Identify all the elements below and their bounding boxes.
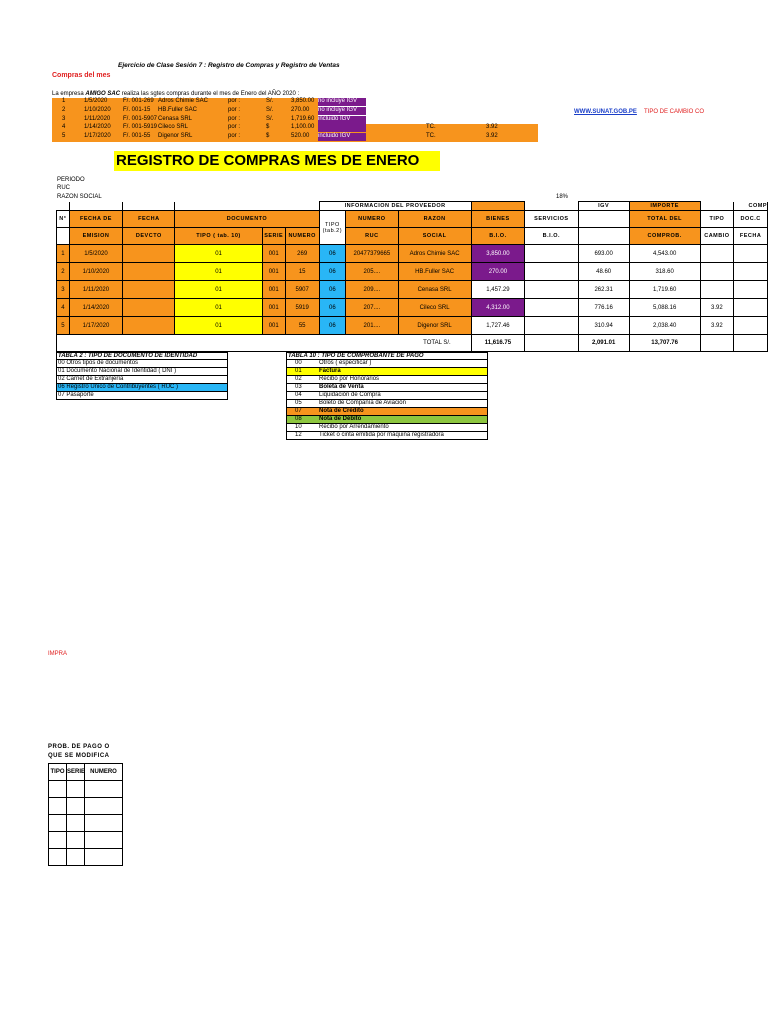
tabla10-code: 02 bbox=[295, 376, 302, 382]
purchase-currency: $ bbox=[266, 133, 270, 140]
tabla10-label: Nota de Crédito bbox=[319, 408, 364, 414]
row-fecha: 1/17/2020 bbox=[69, 317, 122, 335]
row-serie: 001 bbox=[262, 281, 285, 299]
exercise-title: Ejercicio de Clase Sesión 7 : Registro de Compras y Registro de Ventas bbox=[118, 62, 340, 69]
tabla10-row bbox=[287, 416, 487, 424]
row-number: 1 bbox=[57, 245, 70, 263]
tabla10-code: 00 bbox=[295, 360, 302, 366]
row-servicios bbox=[525, 263, 578, 281]
devcto-header: DEVCTO bbox=[123, 228, 175, 245]
sunat-link[interactable]: WWW.SUNAT.GOB.PE bbox=[574, 109, 637, 115]
row-serie: 001 bbox=[262, 245, 285, 263]
purchase-number: 4 bbox=[62, 124, 66, 131]
razon-header: RAZON bbox=[398, 211, 471, 228]
row-ruc: 20477379665 bbox=[346, 245, 398, 263]
purchase-doc: F/. 001-55 bbox=[123, 133, 151, 140]
comp-box bbox=[48, 744, 123, 866]
purchase-doc: F/. 001-5919 bbox=[123, 124, 158, 131]
purchase-tc-label: TC. bbox=[426, 124, 436, 131]
social-header: SOCIAL bbox=[398, 228, 471, 245]
row-tipo-cambio: 3.92 bbox=[700, 299, 734, 317]
row-tipo-doc: 06 bbox=[319, 299, 346, 317]
purchase-tc: 3.92 bbox=[486, 133, 498, 140]
row-razon: Cileco SRL bbox=[398, 299, 471, 317]
row-number: 3 bbox=[57, 281, 70, 299]
purchase-number: 3 bbox=[62, 115, 66, 122]
tabla10-label: Liquidación de Compra bbox=[319, 392, 381, 398]
tabla2-row: 00 Otros tipos de documentos bbox=[57, 360, 227, 368]
row-numero: 15 bbox=[285, 263, 319, 281]
row-razon: Adros Chimie SAC bbox=[398, 245, 471, 263]
col-numero: NUMERO bbox=[85, 764, 123, 781]
purchase-por: por : bbox=[228, 115, 241, 122]
numero-header: NUMERO bbox=[285, 228, 319, 245]
register-row bbox=[57, 263, 768, 281]
purchase-date: 1/11/2020 bbox=[84, 115, 111, 122]
purchase-doc: F/. 001-5907 bbox=[123, 115, 158, 122]
tabla2 bbox=[56, 352, 228, 400]
row-number: 2 bbox=[57, 263, 70, 281]
purchase-por: por : bbox=[228, 98, 241, 104]
empty-cell[interactable] bbox=[49, 781, 67, 798]
row-igv: 262.31 bbox=[578, 281, 629, 299]
tabla10-label: Nota de Débito bbox=[319, 416, 362, 422]
purchase-amount: 270.00 bbox=[291, 106, 310, 113]
row-tipo: 01 bbox=[175, 317, 262, 335]
tabla10-row bbox=[287, 408, 487, 416]
tabla2-row: 07 Pasaporte bbox=[58, 392, 94, 398]
row-igv: 48.60 bbox=[578, 263, 629, 281]
row-tipo-cambio bbox=[700, 281, 734, 299]
row-total: 1,719.60 bbox=[629, 281, 700, 299]
tipo-cambio-header: TIPO bbox=[700, 211, 734, 228]
empty-cell[interactable] bbox=[49, 815, 67, 832]
row-devcto bbox=[123, 263, 175, 281]
tabla10-label: Recibo por Arrendamiento bbox=[319, 424, 389, 430]
register-month: ENERO bbox=[366, 152, 420, 169]
row-bienes: 1,457.29 bbox=[471, 281, 524, 299]
comprob-header: COMPROB. bbox=[629, 228, 700, 245]
tabla10-code: 08 bbox=[295, 416, 302, 422]
empty-cell[interactable] bbox=[85, 815, 123, 832]
tabla10-title: TABLA 10 : TIPO DE COMPROBANTE DE PAGO bbox=[287, 353, 487, 360]
tabla2-row: 06 Registro Unico de Contribuyentes ( RUC ) bbox=[57, 384, 227, 392]
tabla10-label: Boleto de Compañía de Aviación bbox=[319, 400, 406, 406]
empty-cell[interactable] bbox=[49, 849, 67, 866]
purchase-supplier: Adros Chimie SAC bbox=[158, 98, 209, 104]
col-tipo: TIPO bbox=[49, 764, 67, 781]
purchase-doc: F/. 001-269 bbox=[123, 98, 154, 104]
row-tipo: 01 bbox=[175, 245, 262, 263]
row-fecha-comp bbox=[734, 281, 768, 299]
purchase-currency: S/. bbox=[266, 115, 274, 122]
bio-servicios-header: B.I.O. bbox=[525, 228, 578, 245]
tabla10-label: Factura bbox=[319, 368, 341, 374]
empty-cell[interactable] bbox=[67, 849, 85, 866]
row-bienes: 3,850.00 bbox=[471, 245, 524, 263]
row-serie: 001 bbox=[262, 263, 285, 281]
row-numero: 5907 bbox=[285, 281, 319, 299]
box-head-a: PROB. DE PAGO O bbox=[48, 744, 110, 750]
row-devcto bbox=[123, 281, 175, 299]
total-igv: 2,091.01 bbox=[578, 335, 629, 352]
tabla10-code: 12 bbox=[295, 432, 302, 438]
documento-header: DOCUMENTO bbox=[175, 211, 319, 228]
empty-cell[interactable] bbox=[85, 798, 123, 815]
ruc-header: RUC bbox=[346, 228, 398, 245]
row-tipo: 01 bbox=[175, 299, 262, 317]
row-tipo: 01 bbox=[175, 281, 262, 299]
row-tipo-doc: 06 bbox=[319, 245, 346, 263]
register-row bbox=[57, 317, 768, 335]
purchase-note bbox=[318, 124, 366, 132]
tipo-tab2-header: TIPO bbox=[324, 221, 340, 228]
row-igv: 310.94 bbox=[578, 317, 629, 335]
empty-cell[interactable] bbox=[85, 781, 123, 798]
purchase-currency: S/. bbox=[266, 106, 274, 113]
razon-social-label: RAZON SOCIAL bbox=[57, 194, 102, 200]
row-razon: Digenor SRL bbox=[398, 317, 471, 335]
purchase-tc: 3.92 bbox=[486, 124, 498, 131]
row-tipo-cambio: 3.92 bbox=[700, 317, 734, 335]
row-devcto bbox=[123, 299, 175, 317]
fecha-vcto-header: FECHA bbox=[123, 211, 175, 228]
tabla10-code: 07 bbox=[295, 408, 302, 414]
tabla10-row bbox=[287, 384, 487, 392]
row-tipo-cambio bbox=[700, 263, 734, 281]
tabla10-code: 05 bbox=[295, 400, 302, 406]
tabla10-row bbox=[287, 400, 487, 408]
empty-cell[interactable] bbox=[67, 832, 85, 849]
row-igv: 776.16 bbox=[578, 299, 629, 317]
purchase-supplier: Cileco SRL bbox=[158, 124, 189, 131]
purchase-note: incluido IGV bbox=[318, 116, 366, 124]
numero-ruc-header: NUMERO bbox=[346, 211, 398, 228]
tabla10-row bbox=[287, 376, 487, 384]
purchase-amount: 1,719.60 bbox=[291, 115, 315, 122]
row-number: 4 bbox=[57, 299, 70, 317]
total-importe: 13,707.76 bbox=[629, 335, 700, 352]
tabla10-code: 10 bbox=[295, 424, 302, 430]
register-table bbox=[56, 201, 768, 352]
ruc-label: RUC bbox=[57, 185, 70, 191]
purchase-number: 1 bbox=[62, 98, 66, 104]
row-tipo: 01 bbox=[175, 263, 262, 281]
importe-header: IMPORTE bbox=[629, 202, 700, 211]
row-tipo-doc: 06 bbox=[319, 263, 346, 281]
row-ruc: 207.... bbox=[346, 299, 398, 317]
empty-cell[interactable] bbox=[85, 849, 123, 866]
tabla10-label: Recibo por Honorarios bbox=[319, 376, 380, 382]
igv-header: IGV bbox=[578, 202, 629, 211]
tipo-doc-header: TIPO ( tab. 10) bbox=[175, 228, 262, 245]
bienes-header: BIENES bbox=[471, 211, 524, 228]
row-razon: HB.Fuller SAC bbox=[398, 263, 471, 281]
row-fecha: 1/5/2020 bbox=[69, 245, 122, 263]
purchase-supplier: Digenor SRL bbox=[158, 133, 193, 140]
row-tipo-doc: 06 bbox=[319, 317, 346, 335]
doc-comp-header: DOC.C bbox=[734, 211, 768, 228]
servicios-header: SERVICIOS bbox=[525, 211, 578, 228]
info-proveedor-header: INFORMACION DEL PROVEEDOR bbox=[319, 202, 471, 211]
empty-cell[interactable] bbox=[49, 798, 67, 815]
purchase-note: no incluye IGV bbox=[318, 107, 366, 115]
total-bienes: 11,616.75 bbox=[471, 335, 524, 352]
row-tipo-cambio bbox=[700, 245, 734, 263]
fecha-comp-header: FECHA bbox=[734, 228, 768, 245]
intro-text: La empresa AMIGO SAC realiza las sgtes compras durante el mes de Enero del AÑO 2020 : bbox=[52, 91, 300, 97]
tabla10-code: 01 bbox=[295, 368, 302, 374]
tabla10-code: 04 bbox=[295, 392, 302, 398]
row-tipo-doc: 06 bbox=[319, 281, 346, 299]
box-head-b: QUE SE MODIFICA bbox=[48, 753, 110, 759]
register-row bbox=[57, 245, 768, 263]
row-fecha-comp bbox=[734, 299, 768, 317]
periodo-label: PERIODO bbox=[57, 177, 85, 183]
row-fecha-comp bbox=[734, 245, 768, 263]
register-title: REGISTRO DE COMPRAS MES DE bbox=[116, 152, 362, 169]
purchase-date: 1/5/2020 bbox=[84, 98, 108, 104]
col-serie: SERIE bbox=[67, 764, 85, 781]
compras-del-mes-label: Compras del mes bbox=[52, 72, 111, 79]
tabla2-row: 02 Carnet de Extranjería bbox=[57, 376, 227, 384]
tipo-tab2-sub: (tab.2) bbox=[322, 227, 343, 234]
total-label: TOTAL S/. bbox=[57, 335, 472, 352]
row-fecha: 1/10/2020 bbox=[69, 263, 122, 281]
fecha-emision-header: FECHA DE bbox=[69, 211, 122, 228]
purchase-tc-label: TC. bbox=[426, 133, 436, 140]
purchase-por: por : bbox=[228, 133, 241, 140]
row-devcto bbox=[123, 317, 175, 335]
row-numero: 269 bbox=[285, 245, 319, 263]
row-bienes: 270.00 bbox=[471, 263, 524, 281]
n-header: N° bbox=[57, 211, 70, 228]
tabla2-title: TABLA 2 : TIPO DE DOCUMENTO DE IDENTIDAD bbox=[57, 353, 227, 360]
impra-label: IMPRA bbox=[48, 651, 68, 657]
emision-header: EMISION bbox=[69, 228, 122, 245]
purchase-supplier: Cenasa SRL bbox=[158, 115, 193, 122]
purchase-doc: F/. 001-15 bbox=[123, 106, 151, 113]
row-ruc: 205.... bbox=[346, 263, 398, 281]
row-servicios bbox=[525, 281, 578, 299]
tabla10-row bbox=[287, 392, 487, 400]
register-row bbox=[57, 281, 768, 299]
row-ruc: 201.... bbox=[346, 317, 398, 335]
comp-box-table bbox=[48, 763, 123, 866]
empty-cell[interactable] bbox=[85, 832, 123, 849]
register-row bbox=[57, 299, 768, 317]
row-serie: 001 bbox=[262, 299, 285, 317]
purchase-amount: 3,850.00 bbox=[291, 98, 315, 104]
tipo-cambio-label: TIPO DE CAMBIO CO bbox=[644, 109, 705, 115]
tabla10-code: 03 bbox=[295, 384, 302, 390]
tabla10 bbox=[286, 352, 488, 440]
row-bienes: 1,727.46 bbox=[471, 317, 524, 335]
purchase-date: 1/17/2020 bbox=[84, 133, 111, 140]
purchase-note: no incluye IGV bbox=[318, 98, 366, 106]
tabla10-label: Otros ( especificar ) bbox=[319, 360, 372, 366]
row-razon: Cenasa SRL bbox=[398, 281, 471, 299]
igv-rate: 18% bbox=[556, 194, 569, 200]
purchase-amount: 520.00 bbox=[291, 133, 310, 140]
row-total: 2,038.40 bbox=[629, 317, 700, 335]
comp-header: COMP bbox=[734, 202, 768, 211]
empty-cell[interactable] bbox=[49, 832, 67, 849]
tabla10-row bbox=[287, 360, 487, 368]
purchase-currency: $ bbox=[266, 124, 270, 131]
tabla10-row bbox=[287, 432, 487, 439]
total-del-header: TOTAL DEL bbox=[629, 211, 700, 228]
row-serie: 001 bbox=[262, 317, 285, 335]
row-fecha-comp bbox=[734, 317, 768, 335]
empty-cell[interactable] bbox=[67, 781, 85, 798]
purchase-por: por : bbox=[228, 124, 241, 131]
purchase-supplier: HB.Fuller SAC bbox=[158, 106, 198, 113]
empty-cell[interactable] bbox=[67, 815, 85, 832]
empty-cell[interactable] bbox=[67, 798, 85, 815]
row-numero: 5919 bbox=[285, 299, 319, 317]
row-total: 5,088.16 bbox=[629, 299, 700, 317]
row-fecha-comp bbox=[734, 263, 768, 281]
purchase-date: 1/10/2020 bbox=[84, 106, 111, 113]
tabla10-row bbox=[287, 424, 487, 432]
row-fecha: 1/11/2020 bbox=[69, 281, 122, 299]
row-bienes: 4,312.00 bbox=[471, 299, 524, 317]
row-total: 318.60 bbox=[629, 263, 700, 281]
tabla2-row: 01 Documento Nacional de Identidad ( DNI ) bbox=[57, 368, 227, 376]
row-servicios bbox=[525, 299, 578, 317]
bio-header: B.I.O. bbox=[471, 228, 524, 245]
purchase-por: por : bbox=[228, 106, 241, 113]
tabla10-row bbox=[287, 368, 487, 376]
purchase-date: 1/14/2020 bbox=[84, 124, 111, 131]
purchase-note: incluido IGV bbox=[318, 133, 366, 141]
purchase-number: 2 bbox=[62, 106, 66, 113]
purchase-currency: S/. bbox=[266, 98, 274, 104]
row-ruc: 209.... bbox=[346, 281, 398, 299]
serie-header: SERIE bbox=[262, 228, 285, 245]
tabla10-label: Boleta de Venta bbox=[319, 384, 364, 390]
tabla10-label: Ticket o cinta emitida por máquina registradora bbox=[319, 432, 444, 438]
row-igv: 693.00 bbox=[578, 245, 629, 263]
row-number: 5 bbox=[57, 317, 70, 335]
row-fecha: 1/14/2020 bbox=[69, 299, 122, 317]
row-numero: 55 bbox=[285, 317, 319, 335]
cambio-header: CAMBIO bbox=[700, 228, 734, 245]
row-servicios bbox=[525, 317, 578, 335]
row-devcto bbox=[123, 245, 175, 263]
row-servicios bbox=[525, 245, 578, 263]
purchase-number: 5 bbox=[62, 133, 66, 140]
row-total: 4,543.00 bbox=[629, 245, 700, 263]
purchase-amount: 1,100.00 bbox=[291, 124, 315, 131]
